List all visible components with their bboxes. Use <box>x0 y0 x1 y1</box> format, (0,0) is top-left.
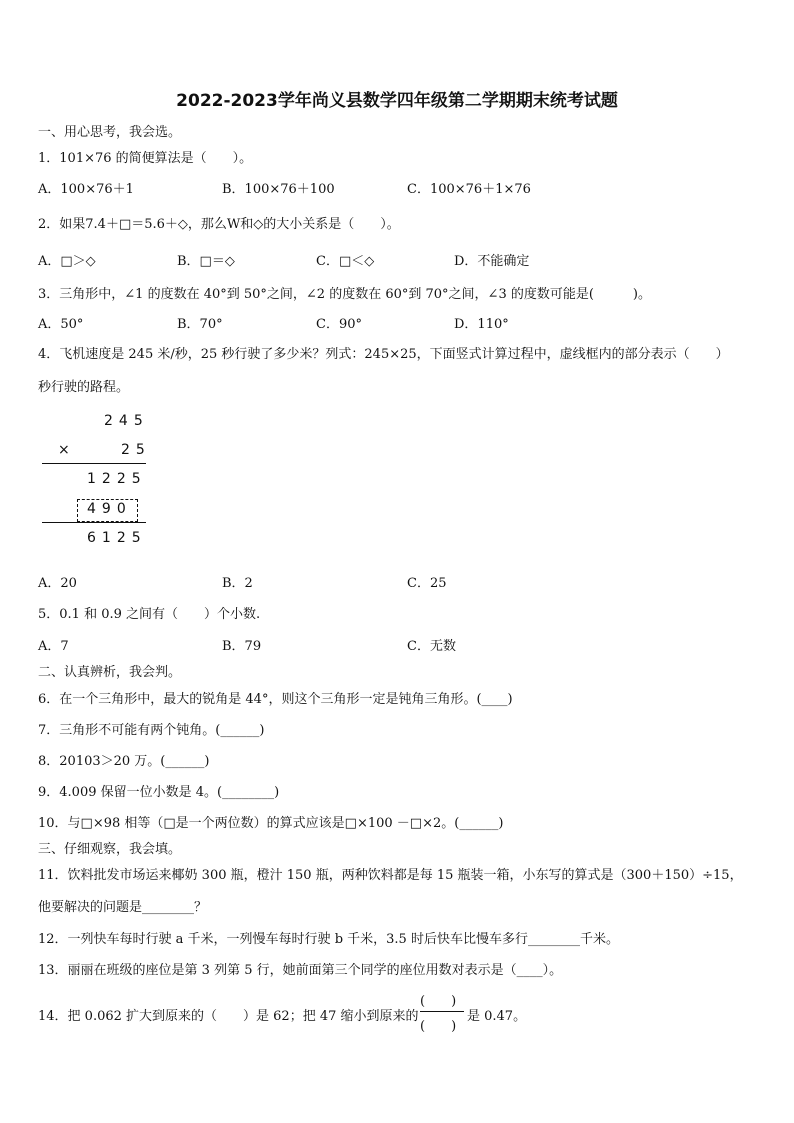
question-11-line-2: 他要解决的问题是________？ <box>38 900 208 915</box>
section-heading-3: 三、仔细观察，我会填。 <box>38 842 182 857</box>
calc-times-sign: × <box>58 442 76 458</box>
fraction-bar <box>420 1011 464 1012</box>
question-11-line-1: 11．饮料批发市场运来椰奶 300 瓶，橙汁 150 瓶，两种饮料都是每 15 瓶装一箱，小东写的算式是（300＋150）÷15， <box>38 868 743 883</box>
calc-partial-1: 1225 <box>87 471 147 487</box>
question-1-option-c: C．100×76＋1×76 <box>407 182 531 197</box>
question-6: 6．在一个三角形中，最大的锐角是 44°，则这个三角形一定是钝角三角形。(____) <box>38 692 513 707</box>
question-3-option-b: B．70° <box>177 317 223 332</box>
question-5-option-c: C．无数 <box>407 639 456 654</box>
question-14-suffix: 是 0.47。 <box>467 1009 527 1024</box>
question-14-prefix: 14．把 0.062 扩大到原来的（ ）是 62；把 47 缩小到原来的 <box>38 1009 419 1024</box>
calc-partial-2: 490 <box>87 501 132 517</box>
question-1-stem: 1．101×76 的简便算法是（ ）。 <box>38 151 253 166</box>
question-10: 10．与□×98 相等（□是一个两位数）的算式应该是□×100 －□×2。(______) <box>38 816 504 831</box>
question-3-option-a: A．50° <box>38 317 84 332</box>
fraction-numerator: ( ) <box>420 994 457 1009</box>
question-12: 12．一列快车每时行驶 a 千米，一列慢车每时行驶 b 千米，3.5 时后快车比慢车多行________千米。 <box>38 932 619 947</box>
question-8: 8．20103＞20 万。(______) <box>38 754 210 769</box>
question-4-option-b: B．2 <box>222 576 253 591</box>
page-title: 2022-2023学年尚义县数学四年级第二学期期末统考试题 <box>176 91 618 111</box>
question-2-stem: 2．如果7.4＋□＝5.6＋◇，那么W和◇的大小关系是（ ）。 <box>38 217 400 232</box>
fraction-denominator: ( ) <box>420 1019 457 1034</box>
question-1-option-a: A．100×76＋1 <box>38 182 134 197</box>
calc-rule-2 <box>42 522 146 523</box>
question-5-option-b: B．79 <box>222 639 262 654</box>
question-4-option-a: A．20 <box>38 576 77 591</box>
question-7: 7．三角形不可能有两个钝角。(______) <box>38 723 265 738</box>
calc-product: 6125 <box>87 530 147 546</box>
question-4-option-c: C．25 <box>407 576 447 591</box>
section-heading-1: 一、用心思考，我会选。 <box>38 125 182 140</box>
question-1-option-b: B．100×76＋100 <box>222 182 335 197</box>
calc-multiplicand: 245 <box>104 413 149 429</box>
question-9: 9．4.009 保留一位小数是 4。(________) <box>38 785 280 800</box>
question-5-option-a: A．7 <box>38 639 69 654</box>
question-2-option-d: D．不能确定 <box>454 254 530 269</box>
question-3-option-d: D．110° <box>454 317 509 332</box>
question-2-option-b: B．□＝◇ <box>177 254 235 269</box>
question-5-stem: 5．0.1 和 0.9 之间有（ ）个小数. <box>38 607 261 622</box>
question-4-stem-line-1: 4．飞机速度是 245 米/秒，25 秒行驶了多少米？列式：245×25，下面竖式计算过程中，虚线框内的部分表示（ ） <box>38 347 729 362</box>
question-2-option-a: A．□＞◇ <box>38 254 96 269</box>
section-heading-2: 二、认真辨析，我会判。 <box>38 665 182 680</box>
question-3-option-c: C．90° <box>316 317 362 332</box>
calc-multiplier: 25 <box>121 442 151 458</box>
question-2-option-c: C．□＜◇ <box>316 254 375 269</box>
calc-rule-1 <box>42 463 146 464</box>
question-4-stem-line-2: 秒行驶的路程。 <box>38 380 130 395</box>
question-13: 13．丽丽在班级的座位是第 3 列第 5 行，她前面第三个同学的座位用数对表示是（____）。 <box>38 963 563 978</box>
question-3-stem: 3．三角形中，∠1 的度数在 40°到 50°之间，∠2 的度数在 60°到 70°之间，∠3 的度数可能是( )。 <box>38 287 652 302</box>
